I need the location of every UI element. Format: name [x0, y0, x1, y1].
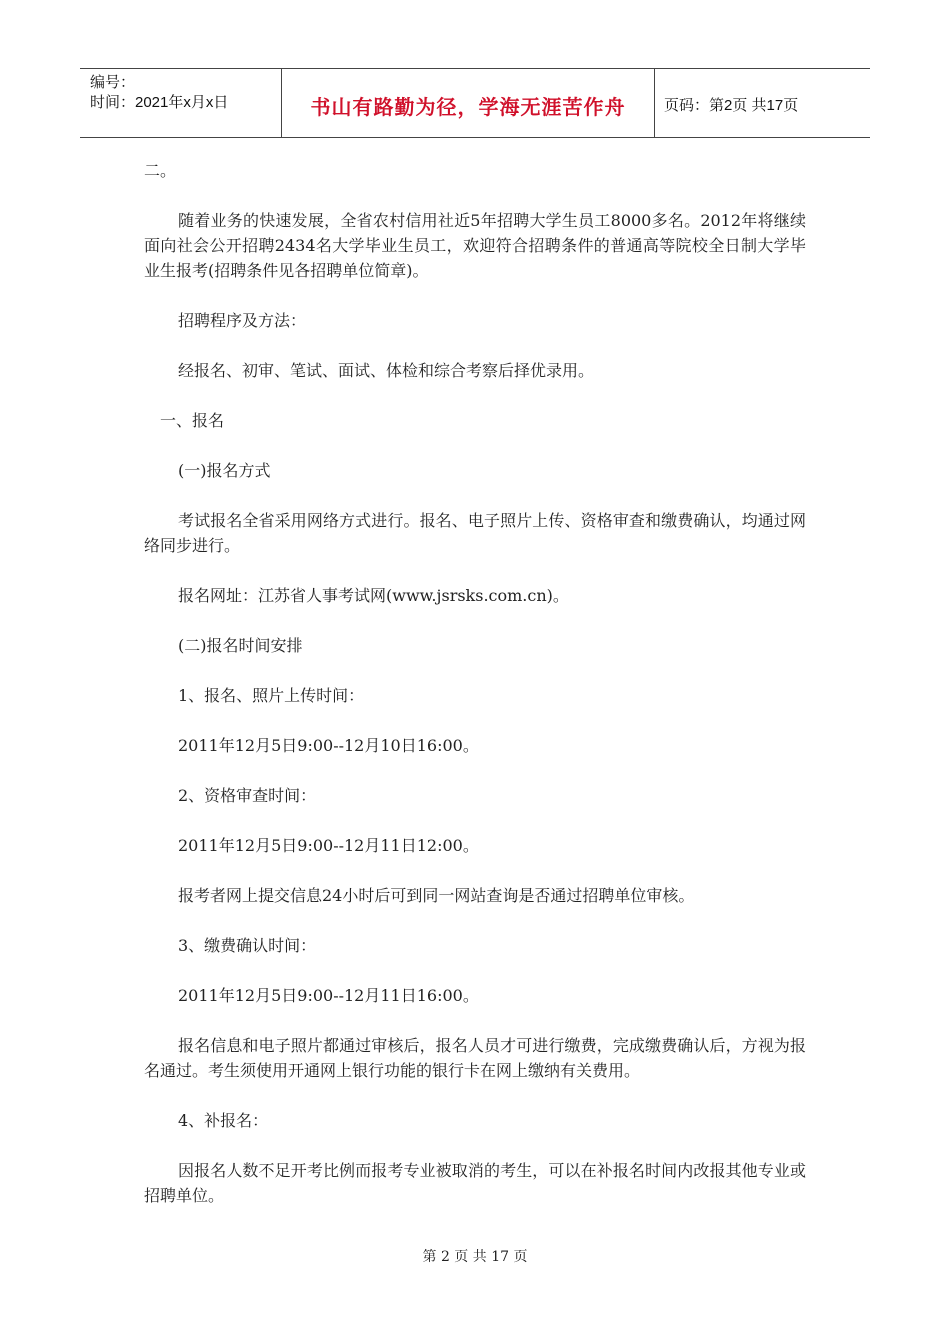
header-motto-cell: [281, 69, 655, 137]
document-body: [144, 150, 806, 1233]
section-heading-registration: 一、报名: [160, 411, 225, 430]
header-page-number: 页码：第2页 共17页: [664, 97, 799, 114]
paragraph-procedure: 经报名、初审、笔试、面试、体检和综合考察后择优录用。: [178, 361, 595, 380]
list-item-payment-time: 3、缴费确认时间：: [178, 936, 317, 955]
header-page-cell: [654, 69, 870, 137]
paragraph-review-note: 报考者网上提交信息24小时后可到同一网站查询是否通过招聘单位审核。: [178, 886, 695, 905]
list-item-review-time: 2、资格审查时间：: [178, 786, 317, 805]
header-info-cell: [80, 69, 280, 137]
subsection-heading-method: (一)报名方式: [178, 461, 271, 480]
subsection-heading-schedule: (二)报名时间安排: [178, 636, 303, 655]
document-number-label: 编号：: [90, 74, 136, 91]
paragraph-website: 报名网址：江苏省人事考试网(www.jsrsks.com.cn)。: [178, 586, 569, 605]
paragraph-method: 考试报名全省采用网络方式进行。报名、电子照片上传、资格审查和缴费确认，均通过网络同步进行。: [144, 511, 806, 555]
list-item-registration-time: 1、报名、照片上传时间：: [178, 686, 365, 705]
paragraph-fragment: 二。: [144, 161, 177, 180]
registration-time-range: 2011年12月5日9:00--12月10日16:00。: [178, 736, 479, 755]
paragraph-intro: 随着业务的快速发展，全省农村信用社近5年招聘大学生员工8000多名。2012年将继续面向社会公开招聘2434名大学毕业生员工，欢迎符合招聘条件的普通高等院校全日制大学毕业生报考(招聘条件见各招聘单位简章)。: [144, 211, 806, 280]
paragraph-payment-note: 报名信息和电子照片都通过审核后，报名人员才可进行缴费，完成缴费确认后，方视为报名通过。考生须使用开通网上银行功能的银行卡在网上缴纳有关费用。: [144, 1036, 806, 1080]
paragraph-procedure-heading: 招聘程序及方法：: [178, 311, 307, 330]
header-motto: 书山有路勤为径，学海无涯苦作舟: [310, 95, 626, 119]
page-header: [80, 68, 870, 138]
list-item-supplementary: 4、补报名：: [178, 1111, 269, 1130]
page-footer: 第 2 页 共 17 页: [422, 1249, 528, 1265]
payment-time-range: 2011年12月5日9:00--12月11日16:00。: [178, 986, 479, 1005]
document-date-label: 时间：2021年x月x日: [90, 94, 229, 111]
review-time-range: 2011年12月5日9:00--12月11日12:00。: [178, 836, 479, 855]
paragraph-supplementary: 因报名人数不足开考比例而报考专业被取消的考生，可以在补报名时间内改报其他专业或招聘单位。: [144, 1161, 806, 1205]
